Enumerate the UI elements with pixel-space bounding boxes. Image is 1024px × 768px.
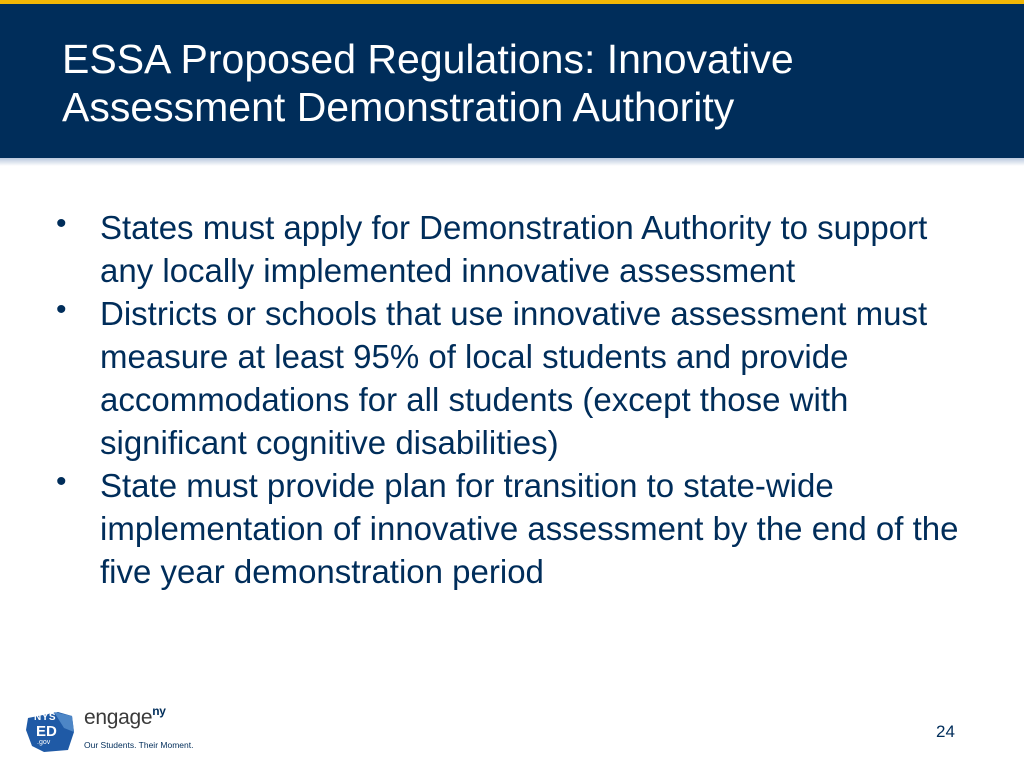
wordmark-text: engage (84, 706, 153, 729)
seal-gov-text: .gov (37, 739, 51, 746)
bullet-item (56, 206, 966, 292)
bullet-item (56, 292, 966, 464)
banner-shadow (0, 158, 1024, 166)
wordmark-superscript: ny (152, 704, 166, 718)
bullet-icon: • (56, 465, 67, 498)
engage-wordmark (84, 706, 166, 730)
bullet-text: States must apply for Demonstration Authority to support any locally implemented innovative assessment (100, 209, 928, 289)
slide-title (62, 35, 962, 131)
bullet-text: Districts or schools that use innovative assessment must measure at least 95% of local students and provide accommodations for all students (except those with significant cognitive disabilities) (100, 295, 928, 461)
page-number: 24 (936, 722, 955, 741)
bullet-list (56, 206, 966, 593)
bullet-text: State must provide plan for transition to state-wide implementation of innovative assessment by the end of the five year demonstration period (100, 467, 959, 590)
bullet-icon: • (56, 207, 67, 240)
seal-ed-text: ED (36, 723, 57, 740)
slide-title-line-1: ESSA Proposed Regulations: Innovative (62, 36, 794, 82)
bullet-item (56, 464, 966, 593)
logo-tagline: Our Students. Their Moment. (84, 740, 194, 750)
engageny-logo (24, 706, 204, 758)
slide-title-line-2: Assessment Demonstration Authority (62, 84, 735, 130)
bullet-icon: • (56, 293, 67, 326)
title-banner (0, 4, 1024, 158)
seal-nys-text: NYS (34, 712, 57, 723)
